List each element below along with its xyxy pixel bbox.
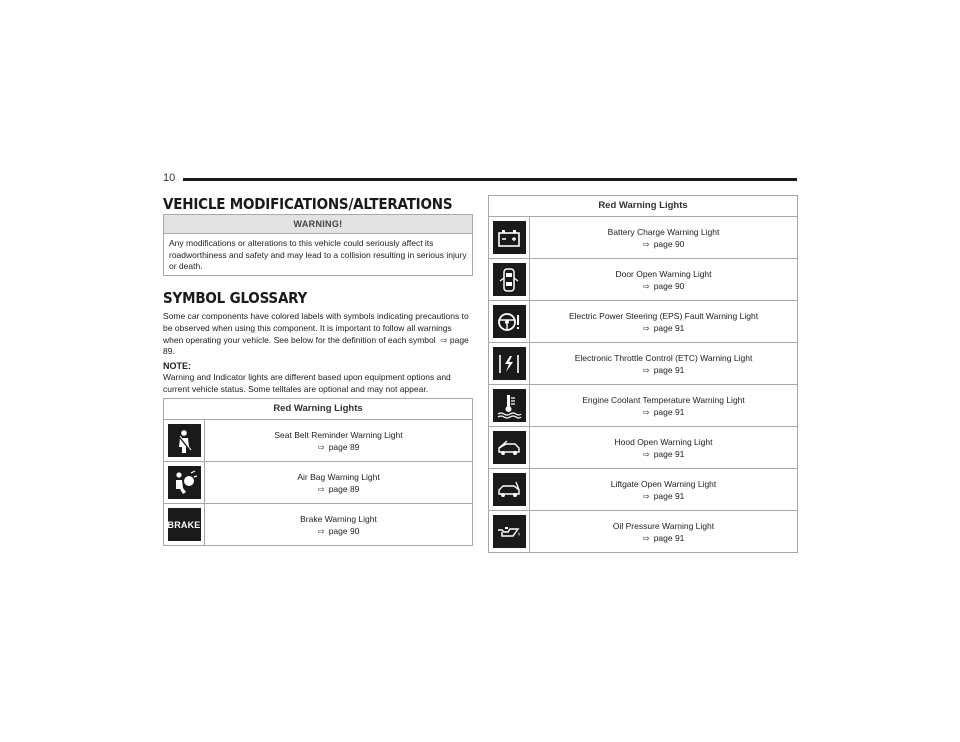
table-row [489,469,797,511]
page-number: 10 [163,172,176,184]
glossary-title: SYMBOL GLOSSARY [163,289,308,307]
header-rule [183,178,797,181]
ref-arrow-icon: ⇨ [642,406,650,417]
table-row [489,427,797,469]
air-bag-icon [168,466,201,499]
oil-pressure-icon [493,515,526,548]
table-row [164,420,472,462]
page-reference-link[interactable]: ⇨ page 91 [642,406,685,417]
glossary-text: Some car components have colored labels with symbols indicating precautions to be observed when using this component. It is important to follow all warnings when operating your vehicle. See below for the definition of each symbol [163,311,469,345]
left-table-header: Red Warning Lights [164,399,472,420]
row-label: Door Open Warning Light [615,268,712,279]
row-label: Engine Coolant Temperature Warning Light [582,394,745,405]
brake-icon-text: BRAKE [167,519,201,530]
ref-arrow-icon: ⇨ [642,364,650,375]
ref-arrow-icon: ⇨ [317,525,325,536]
row-label: Electronic Throttle Control (ETC) Warning Light [574,352,753,363]
page-reference-link[interactable]: ⇨ page 91 [642,364,685,375]
row-label: Seat Belt Reminder Warning Light [274,429,403,440]
table-row [164,462,472,504]
page-reference-link[interactable]: ⇨ page 90 [642,238,685,249]
row-label: Hood Open Warning Light [614,436,713,447]
page-reference-link[interactable]: ⇨ page 90 [317,525,360,536]
page-reference-link[interactable]: ⇨ page 91 [642,532,685,543]
page-reference-link[interactable]: ⇨ page 91 [642,448,685,459]
ref-arrow-icon: ⇨ [642,280,650,291]
ref-arrow-icon: ⇨ [642,238,650,249]
hood-open-icon [493,431,526,464]
table-row [489,385,797,427]
glossary-page-link[interactable]: page 89. [163,334,469,357]
ref-arrow-icon: ⇨ [317,483,325,494]
row-label: Brake Warning Light [300,513,377,524]
liftgate-open-icon [493,473,526,506]
brake-icon [168,508,201,541]
page-reference-link[interactable]: ⇨ page 89 [317,441,360,452]
table-row [489,217,797,259]
warning-text: Any modifications or alterations to this vehicle could seriously affect its roadworthiness and safety and may lead to a collision resulting in serious injury or death. [169,238,467,271]
row-label: Liftgate Open Warning Light [610,478,717,489]
glossary-paragraph [163,311,473,358]
table-row [164,504,472,545]
modifications-title: VEHICLE MODIFICATIONS/ALTERATIONS [163,195,453,213]
row-label: Air Bag Warning Light [297,471,380,482]
page-reference-link[interactable]: ⇨ page 89 [317,483,360,494]
ref-arrow-icon: ⇨ [317,441,325,452]
ref-arrow-icon: ⇨ [642,532,650,543]
table-row [489,511,797,552]
page-reference-link[interactable]: ⇨ page 91 [642,490,685,501]
note-text: Warning and Indicator lights are different based upon equipment options and current vehicle status. Some telltales are optional and may not appear. [163,372,451,394]
warning-title: WARNING! [164,215,472,234]
table-row [489,301,797,343]
page-reference-link[interactable]: ⇨ page 91 [642,322,685,333]
table-row [489,259,797,301]
row-label: Electric Power Steering (EPS) Fault Warning Light [568,310,759,321]
table-row [489,343,797,385]
ref-arrow-icon: ⇨ [642,448,650,459]
seat-belt-icon [168,424,201,457]
coolant-temp-icon [493,389,526,422]
battery-icon [493,221,526,254]
right-table-header: Red Warning Lights [489,196,797,217]
right-warning-table [488,195,798,553]
ref-arrow-icon: ⇨ [642,322,650,333]
steering-wheel-icon [493,305,526,338]
row-label: Battery Charge Warning Light [607,226,720,237]
note-label: NOTE: [163,361,191,371]
ref-arrow-icon: ⇨ [440,334,448,345]
throttle-icon [493,347,526,380]
ref-arrow-icon: ⇨ [642,490,650,501]
door-open-icon [493,263,526,296]
left-warning-table [163,398,473,546]
warning-box [163,214,473,276]
row-label: Oil Pressure Warning Light [612,520,715,531]
page-reference-link[interactable]: ⇨ page 90 [642,280,685,291]
